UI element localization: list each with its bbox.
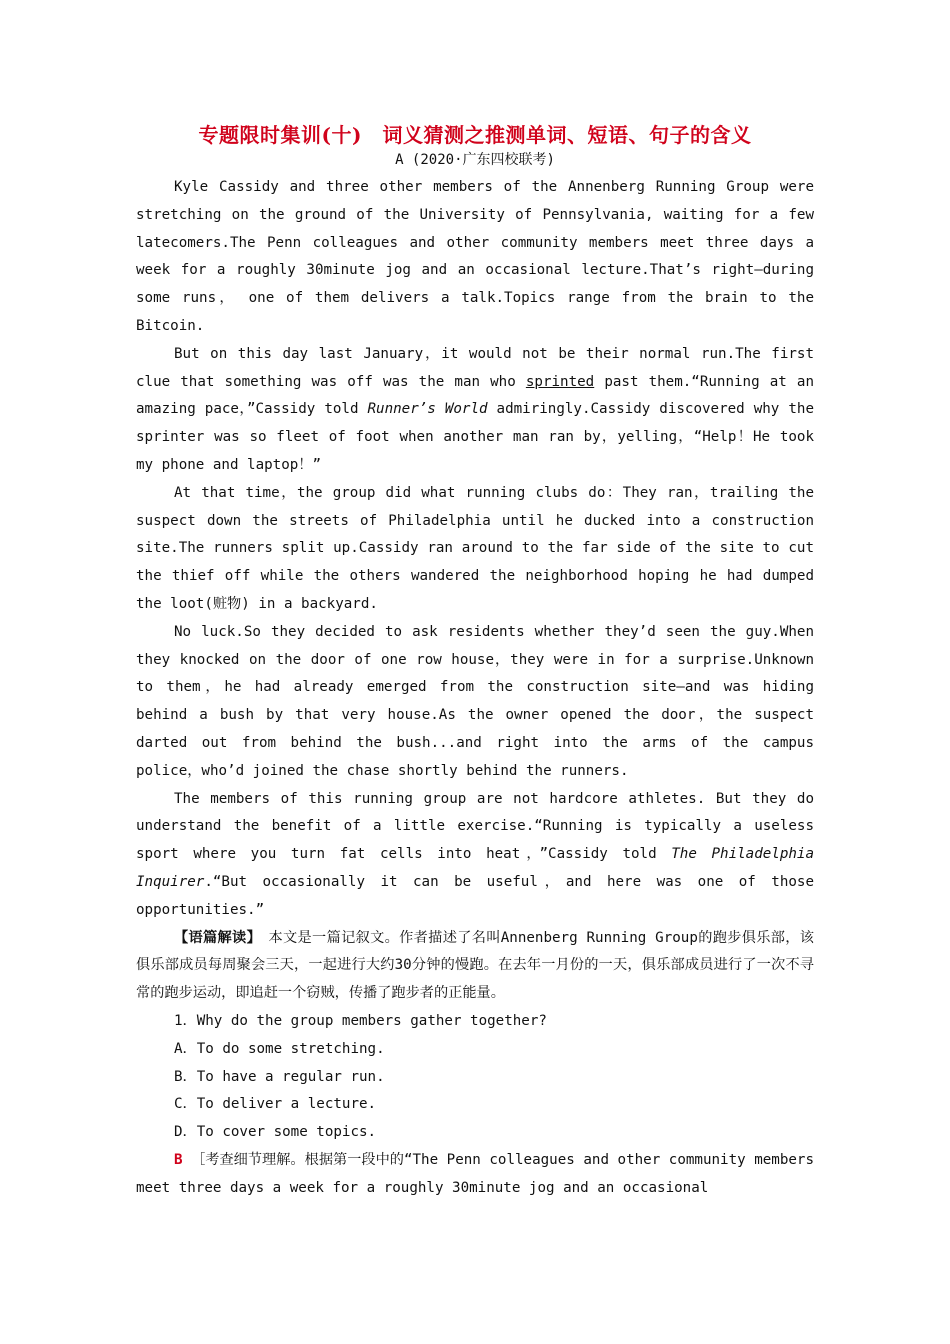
passage-paragraph-5: [136, 786, 814, 925]
document-page: [136, 120, 814, 1202]
option-b: B．To have a regular run.: [174, 1068, 385, 1085]
passage-paragraph-3: At that time，the group did what running clubs do：They ran，trailing the suspect down the streets of Philadelphia until he ducked into a construction site.The runners split up.Cassidy ran around to the far side of the site to cut the thief off while the others wandered the neighborhood hoping he had dumped the loot(赃物) in a backyard.: [136, 484, 814, 612]
question-stem: 1．Why do the group members gather together?: [174, 1012, 547, 1029]
text-run: .“But occasionally it can be useful，and here was one of those opportunities.”: [136, 873, 814, 918]
publication-name: The Philadelphia Inquirer: [136, 846, 814, 890]
text-run: But on this day last January，it would not be their normal run.The first clue that something was off was the man who: [136, 345, 814, 390]
publication-name: Runner’s World: [367, 401, 488, 418]
text-run: admiringly.Cassidy discovered why the sprinter was so fleet of foot when another man ran by，yelling，“Help！He took my phone and laptop！”: [136, 401, 814, 473]
explanation-text: ［考查细节理解。根据第一段中的“The Penn colleagues and other community members meet three days a week for a roughly 30minute jog and an occasional: [136, 1151, 814, 1196]
passage-paragraph-1: Kyle Cassidy and three other members of the Annenberg Running Group were stretching on the ground of the University of Pennsylvania, waiting for a few latecomers.The Penn colleagues and other community members meet three days a week for a roughly 30minute jog and an occasional lecture.That’s right—during some runs， one of them delivers a talk.Topics range from the brain to the Bitcoin.: [136, 179, 814, 334]
passage-summary: [136, 925, 814, 1008]
option-a: A．To do some stretching.: [174, 1040, 385, 1057]
text-run: The members of this running group are not hardcore athletes. But they do understand the benefit of a little exercise.“Running is typically a useless sport where you turn fat cells into heat，”Cassidy told: [136, 790, 814, 863]
passage-source: A (2020·广东四校联考): [395, 152, 555, 168]
summary-tag: 【语篇解读】: [174, 929, 254, 946]
option-c: C．To deliver a lecture.: [174, 1096, 377, 1113]
text-run: past them.“Running at an amazing pace，”Cassidy told: [136, 373, 814, 418]
page-title: 专题限时集训(十) 词义猜测之推测单词、短语、句子的含义: [198, 123, 752, 147]
summary-text: 本文是一篇记叙文。作者描述了名叫Annenberg Running Group的跑步俱乐部，该俱乐部成员每周聚会三天，一起进行大约30分钟的慢跑。在去年一月份的一天，俱乐部成员进行了一次不寻常的跑步运动，即追赶一个窃贼，传播了跑步者的正能量。: [136, 929, 814, 1002]
answer-letter: B: [174, 1151, 183, 1168]
passage-paragraph-2: [136, 341, 814, 480]
option-d: D．To cover some topics.: [174, 1124, 377, 1141]
passage-paragraph-4: No luck.So they decided to ask residents whether they’d seen the guy.When they knocked on the door of one row house，they were in for a surprise.Unknown to them，he had already emerged from the construction site—and was hiding behind a bush by that very house.As the owner opened the door，the suspect darted out from behind the bush...and right into the arms of the campus police，who’d joined the chase shortly behind the runners.: [136, 623, 814, 779]
underlined-word: sprinted: [525, 373, 595, 390]
answer-explanation: [136, 1147, 814, 1203]
